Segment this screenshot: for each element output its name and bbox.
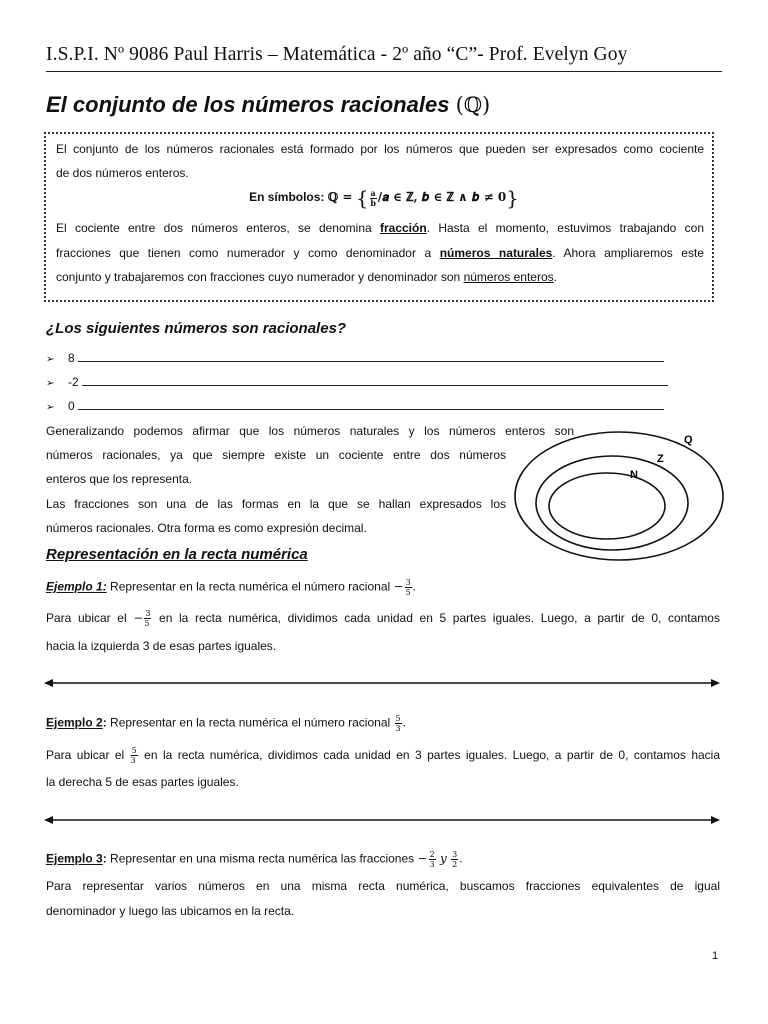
item-value: 0 <box>68 399 75 413</box>
number-line-2[interactable] <box>40 811 724 829</box>
ejemplo-1-colon: : <box>102 579 107 594</box>
term-fraccion: fracción <box>379 221 427 235</box>
question-item-1 <box>46 350 664 365</box>
numerator: 2 <box>429 850 435 859</box>
generalization-line-2: números racionales, ya que siempre existe un cociente entre dos números <box>46 448 506 462</box>
ejemplo-1-text: Representar en la recta numérica el número racional <box>106 579 391 594</box>
exp-text-b: en la recta numérica, dividimos cada unidad en 3 partes iguales. Luego, a partir de 0, contamos hacia <box>138 748 720 762</box>
venn-diagram <box>512 428 726 564</box>
numerator: 3 <box>452 850 458 859</box>
ejemplo-3-conjunction: y <box>440 851 447 866</box>
section-heading: Representación en la recta numérica <box>46 546 308 563</box>
definition-line-1: El conjunto de los números racionales está formado por los números que pueden ser expresados como cociente <box>56 142 704 156</box>
bullet-arrow-icon: ➢ <box>46 354 55 365</box>
title-text: El conjunto de los números racionales <box>46 92 450 117</box>
page-title <box>46 92 490 118</box>
ejemplo-1-exp-fraction <box>144 609 151 628</box>
period: . <box>402 715 406 730</box>
ejemplo-1-label: Ejemplo 1 <box>46 579 103 594</box>
ejemplo-3-fraction-1 <box>429 850 436 869</box>
definition-line-2: de dos números enteros. <box>56 166 189 180</box>
numerator: 5 <box>395 714 401 723</box>
title-symbol: (ℚ) <box>455 93 491 117</box>
generalization-line-4: Las fracciones son una de las formas en la que se hallan expresados los <box>46 497 506 511</box>
header-rule <box>46 71 722 72</box>
venn-set-n <box>549 473 665 539</box>
ejemplo-3-label: Ejemplo 3 <box>46 851 103 866</box>
answer-line[interactable] <box>78 350 664 362</box>
ejemplo-2-fraction <box>395 714 402 733</box>
ejemplo-2-explanation-2: la derecha 5 de esas partes iguales. <box>46 775 239 789</box>
ejemplo-3-explanation-2: denominador y luego las ubicamos en la recta. <box>46 904 295 918</box>
ejemplo-1-statement <box>46 578 416 597</box>
generalization-line-3: enteros que los representa. <box>46 472 193 486</box>
item-value: 8 <box>68 351 75 365</box>
symbols-q: ℚ = <box>327 190 353 205</box>
p4-text-a: conjunto y trabajaremos con fracciones cuyo numerador y denominador son <box>56 270 461 284</box>
numerator: 5 <box>131 746 137 756</box>
numerator: 3 <box>405 578 411 587</box>
ejemplo-3-fraction-2 <box>451 850 458 869</box>
generalization-line-5: números racionales. Otra forma es como expresión decimal. <box>46 521 367 535</box>
period: . <box>459 851 463 866</box>
ejemplo-3-colon: : <box>102 851 107 866</box>
p2-text-a: El cociente entre dos números enteros, se denomina <box>56 221 372 235</box>
venn-set-q <box>515 432 723 560</box>
definition-paragraph-2 <box>56 216 704 241</box>
denominator: 5 <box>144 619 150 629</box>
ejemplo-3-explanation-1: Para representar varios números en una misma recta numérica, buscamos fracciones equivalentes de igual <box>46 879 720 893</box>
definition-paragraph-4 <box>56 265 704 290</box>
symbols-definition <box>0 186 768 210</box>
numerator: 3 <box>145 609 151 619</box>
term-numeros-enteros: números enteros <box>463 270 554 284</box>
symbols-numerator: a <box>370 187 376 198</box>
brace-close: } <box>506 186 519 210</box>
ejemplo-1-sign: − <box>393 579 404 594</box>
ejemplo-2-explanation-1 <box>46 743 720 768</box>
ejemplo-2-exp-fraction <box>131 746 138 765</box>
ejemplo-3-sign: − <box>417 851 428 866</box>
answer-line[interactable] <box>78 398 664 410</box>
generalization-line-1: Generalizando podemos afirmar que los números naturales y los números enteros son <box>46 424 574 438</box>
bullet-arrow-icon: ➢ <box>46 402 55 413</box>
question-item-3 <box>46 398 664 413</box>
ejemplo-2-text: Representar en la recta numérica el número racional <box>106 715 391 730</box>
denominator: 5 <box>405 588 411 597</box>
term-numeros-naturales: números naturales <box>439 246 553 260</box>
denominator: 3 <box>395 724 401 733</box>
brace-open: { <box>355 186 369 210</box>
p3-text-a: fracciones que tienen como numerador y como denominador a <box>56 246 432 260</box>
symbols-fraction <box>370 189 377 208</box>
ejemplo-3-statement <box>46 850 463 869</box>
ejemplo-2-statement <box>46 714 406 733</box>
venn-label-n: N <box>630 469 638 481</box>
symbols-denominator: b <box>370 197 376 208</box>
bullet-arrow-icon: ➢ <box>46 378 55 389</box>
ejemplo-2-label: Ejemplo 2 <box>46 715 103 730</box>
exp-text-b: en la recta numérica, dividimos cada unidad en 5 partes iguales. Luego, a partir de 0, contamos <box>152 611 720 625</box>
symbols-conditions: /𝒂 ∈ ℤ, 𝒃 ∈ ℤ ∧ 𝒃 ≠ 𝟎 <box>377 190 507 205</box>
answer-line[interactable] <box>82 374 668 386</box>
exp-sign: − <box>133 611 144 625</box>
denominator: 3 <box>429 860 435 869</box>
symbols-label: En símbolos: <box>249 190 325 205</box>
denominator: 3 <box>130 756 136 766</box>
ejemplo-1-explanation-1 <box>46 606 720 631</box>
definition-paragraph-3 <box>56 241 704 266</box>
exp-text-a: Para ubicar el <box>46 611 127 625</box>
question-item-2 <box>46 374 668 389</box>
exp-text-a: Para ubicar el <box>46 748 125 762</box>
page-number: 1 <box>712 950 719 962</box>
venn-label-q: Q <box>684 434 693 446</box>
p4-text-b: . <box>553 270 557 284</box>
denominator: 2 <box>452 860 458 869</box>
question-heading: ¿Los siguientes números son racionales? <box>46 320 347 337</box>
ejemplo-3-text: Representar en una misma recta numérica las fracciones <box>106 851 415 866</box>
item-value: -2 <box>68 375 79 389</box>
p3-text-b: . Ahora ampliaremos este <box>552 246 704 260</box>
page-header: I.S.P.I. Nº 9086 Paul Harris – Matemática - 2º año “C”- Prof. Evelyn Goy <box>46 44 628 65</box>
p2-text-b: . Hasta el momento, estuvimos trabajando con <box>426 221 704 235</box>
number-line-1[interactable] <box>40 674 724 692</box>
ejemplo-2-colon: : <box>102 715 107 730</box>
ejemplo-1-explanation-2: hacia la izquierda 3 de esas partes iguales. <box>46 639 277 653</box>
ejemplo-1-fraction <box>405 578 412 597</box>
period: . <box>412 579 417 594</box>
venn-label-z: Z <box>657 453 664 465</box>
